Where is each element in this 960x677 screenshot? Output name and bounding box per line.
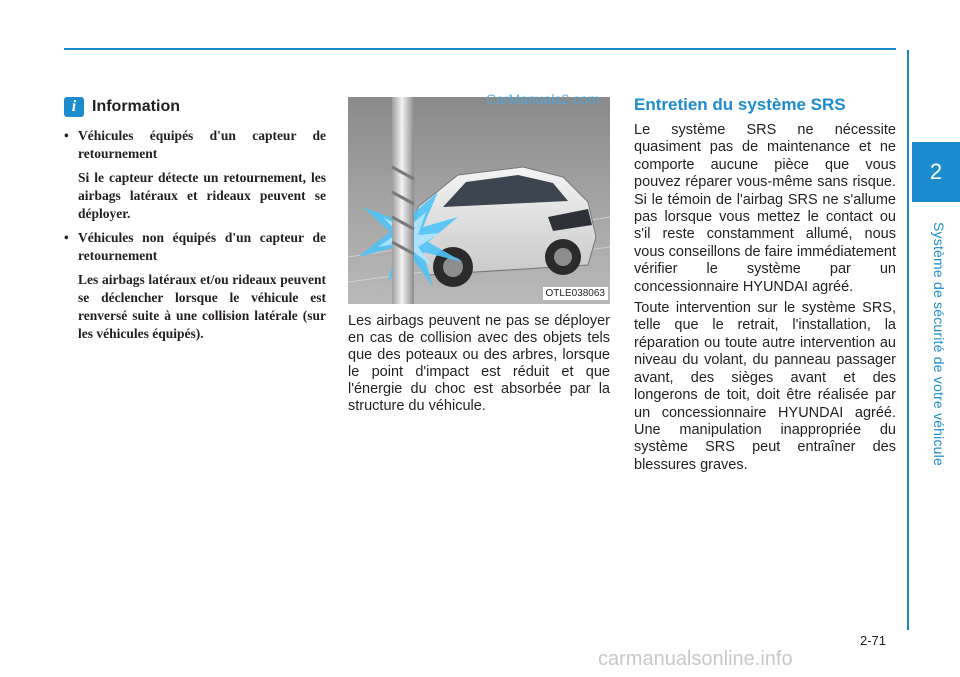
list-item-detail: Les airbags latéraux et/ou rideaux peuvent se déclencher lorsque le véhicule est renversé suite à une collision latérale (sur les véhicules équipés).: [78, 272, 326, 341]
information-list: [64, 127, 326, 343]
pole-collision-illustration: [348, 97, 610, 304]
chapter-tab[interactable]: [912, 142, 960, 202]
page-number: 2-71: [860, 633, 887, 648]
watermark-top: CarManuals2.com: [486, 91, 600, 107]
information-box: [64, 97, 326, 349]
pole-collision-paragraph: Les airbags peuvent ne pas se déployer en cas de collision avec des objets tels que des poteaux ou des arbres, lorsque le point d'impact est réduit et que l'énergie du choc est absorbée par la structure du véhicule.: [348, 313, 610, 414]
figure-code: OTLE038063: [543, 287, 609, 300]
information-title: Information: [92, 98, 180, 115]
top-rule: [64, 48, 896, 50]
car-pole-illustration: [348, 97, 610, 304]
info-icon: i: [64, 97, 84, 117]
chapter-title: Système de sécurité de votre véhicule: [931, 222, 947, 466]
chapter-number: 2: [929, 159, 943, 184]
list-item-heading: Véhicules équipés d'un capteur de retournement: [78, 128, 326, 161]
paragraph: Toute intervention sur le système SRS, telle que le retrait, l'installation, la réparation ou toute autre intervention au niveau du volant, du panneau passager avant, des sièges avant et des longerons de toit, doit être réalisée par un concessionnaire HYUNDAI agréé. Une manipulation inappropriée du système SRS peut entraîner des blessures graves.: [634, 300, 896, 473]
side-rule: [907, 50, 909, 630]
watermark-bottom[interactable]: carmanualsonline.info: [598, 648, 793, 670]
section-body: [634, 122, 896, 478]
section-title: Entretien du système SRS: [634, 95, 846, 114]
list-item-detail: Si le capteur détecte un retournement, les airbags latéraux et rideaux peuvent se déployer.: [78, 170, 326, 221]
list-item-heading: Véhicules non équipés d'un capteur de retournement: [78, 230, 326, 263]
information-header: [64, 97, 326, 117]
paragraph: Le système SRS ne nécessite quasiment pas de maintenance et ne comporte aucune pièce que vous pouvez réparer vous-même sans risque. Si le témoin de l'airbag SRS ne s'allume pas lorsque vous mettez le contact ou s'il reste constamment allumé, nous vous conseillons de faire immédiatement vérifier le système par un concessionnaire HYUNDAI agréé.: [634, 122, 896, 295]
list-item: [64, 229, 326, 343]
list-item: [64, 127, 326, 223]
